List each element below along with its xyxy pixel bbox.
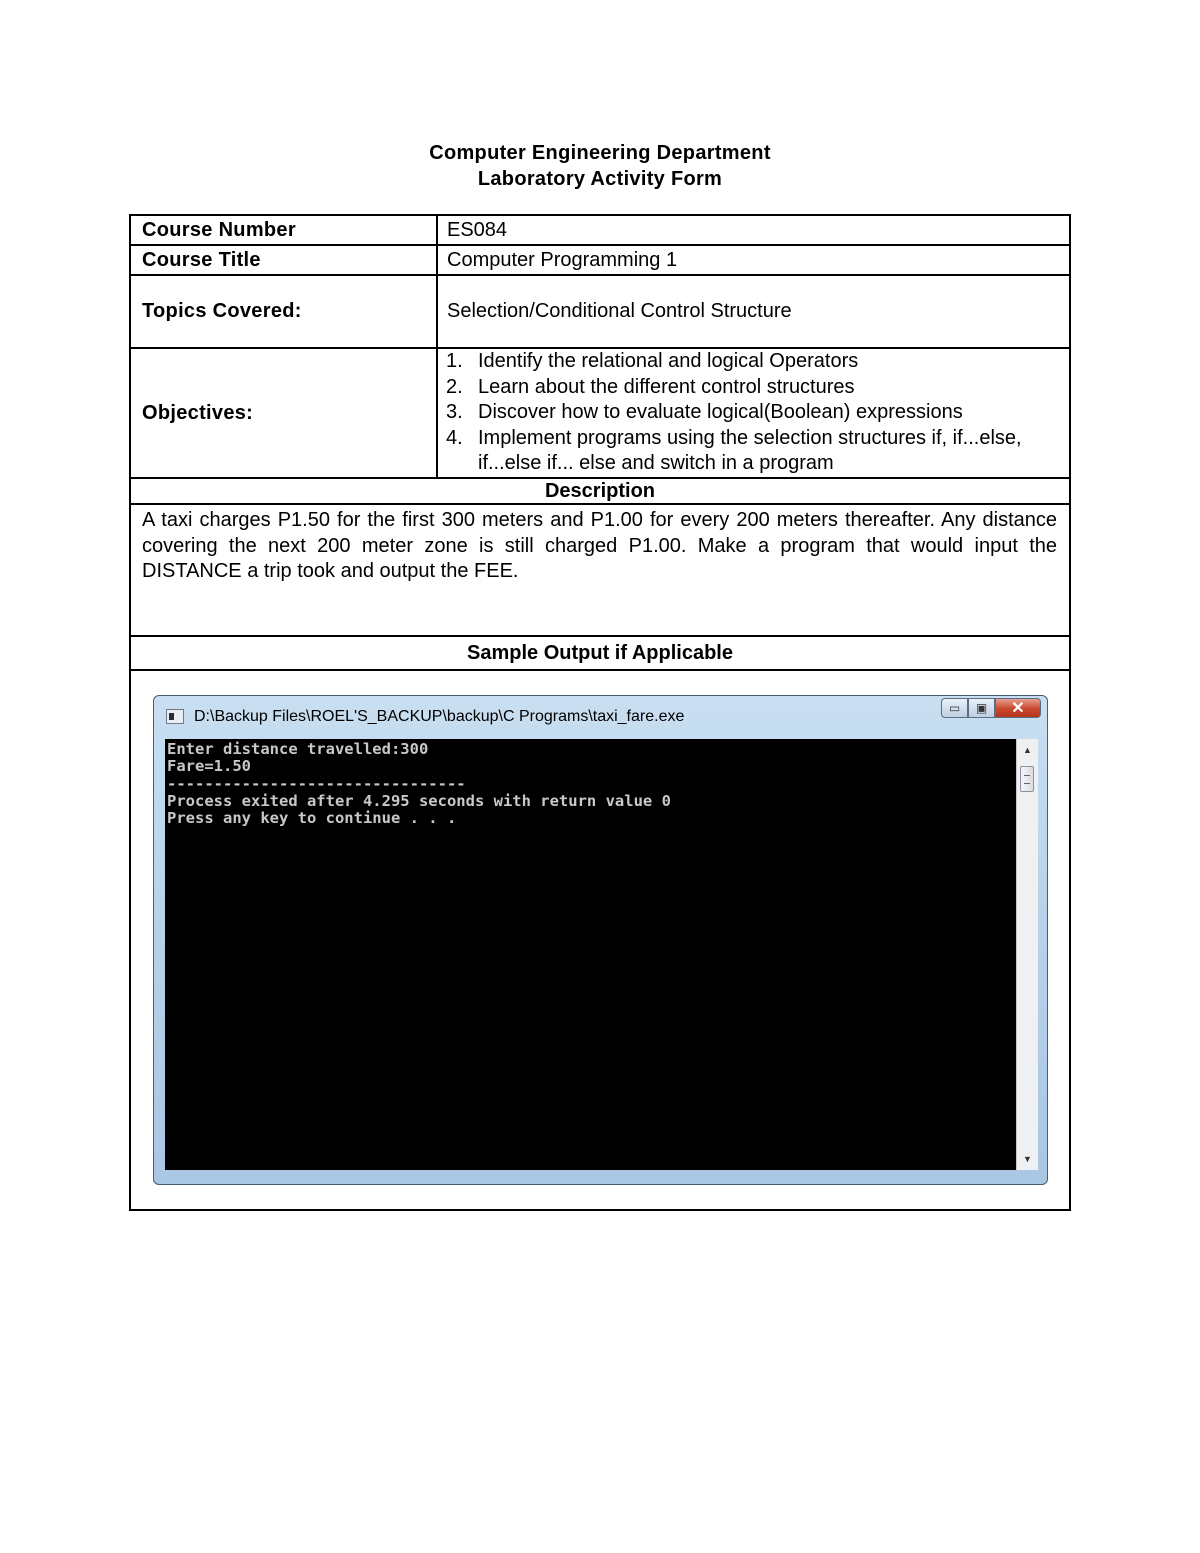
objective-text: Identify the relational and logical Operators	[478, 350, 859, 373]
scrollbar-thumb[interactable]	[1020, 766, 1034, 792]
course-number-label: Course Number	[130, 215, 437, 245]
close-button[interactable]: ✕	[995, 698, 1041, 718]
objective-item	[446, 349, 1069, 375]
objective-text: Discover how to evaluate logical(Boolean) expressions	[478, 401, 963, 424]
objective-item	[446, 375, 1069, 401]
form-title: Laboratory Activity Form	[477, 168, 723, 190]
objectives-label: Objectives:	[130, 348, 437, 478]
scroll-up-arrow-icon[interactable]: ▲	[1023, 745, 1032, 755]
objective-number: 3.	[446, 401, 463, 424]
description-heading: Description	[130, 478, 1070, 504]
activity-form-table	[129, 214, 1071, 1211]
minimize-button[interactable]: ▭	[941, 698, 968, 718]
course-title-value: Computer Programming 1	[437, 245, 1070, 275]
course-number-value: ES084	[437, 215, 1070, 245]
objectives-list	[438, 349, 1069, 477]
sample-output-cell	[130, 670, 1070, 1210]
maximize-button[interactable]: ▣	[968, 698, 995, 718]
objectives-cell	[437, 348, 1070, 478]
description-heading-row	[130, 478, 1070, 504]
objective-item	[446, 426, 1069, 477]
console-output-text: Enter distance travelled:300 Fare=1.50 -------------------------------- Process exited after 4.295 seconds with return value 0 Press any key to continue . . .	[167, 740, 671, 828]
description-row	[130, 504, 1070, 636]
scroll-down-arrow-icon[interactable]: ▼	[1023, 1154, 1032, 1164]
course-title-row	[130, 245, 1070, 275]
sample-output-heading-row	[130, 636, 1070, 670]
course-number-row	[130, 215, 1070, 245]
window-controls	[941, 698, 1041, 720]
description-text: A taxi charges P1.50 for the first 300 meters and P1.00 for every 200 meters thereafter. Any distance covering the next 200 meter zone is still charged P1.00. Make a program that would input the DISTANCE a trip took and output the FEE.	[142, 509, 1057, 583]
objective-number: 1.	[446, 350, 463, 373]
console-output-area[interactable]	[165, 739, 1016, 1170]
objectives-row	[130, 348, 1070, 478]
objective-text: Learn about the different control structures	[478, 375, 855, 398]
topics-row	[130, 275, 1070, 348]
objective-number: 4.	[446, 426, 463, 449]
topics-value: Selection/Conditional Control Structure	[437, 275, 1070, 348]
console-app-icon	[166, 709, 184, 724]
vertical-scrollbar[interactable]	[1016, 739, 1038, 1170]
console-window	[153, 695, 1048, 1185]
sample-output-row	[130, 670, 1070, 1210]
department-title: Computer Engineering Department	[429, 142, 771, 164]
topics-label: Topics Covered:	[130, 275, 437, 348]
sample-output-heading: Sample Output if Applicable	[130, 636, 1070, 670]
page-header	[0, 140, 1200, 192]
objective-text: Implement programs using the selection structures if, if...else, if...else if... else and switch in a program	[478, 426, 1022, 475]
objective-item	[446, 400, 1069, 426]
console-window-title: D:\Backup Files\ROEL'S_BACKUP\backup\C Programs\taxi_fare.exe	[194, 708, 685, 725]
description-cell	[130, 504, 1070, 636]
console-titlebar[interactable]	[154, 696, 1047, 738]
course-title-label: Course Title	[130, 245, 437, 275]
objective-number: 2.	[446, 375, 463, 398]
